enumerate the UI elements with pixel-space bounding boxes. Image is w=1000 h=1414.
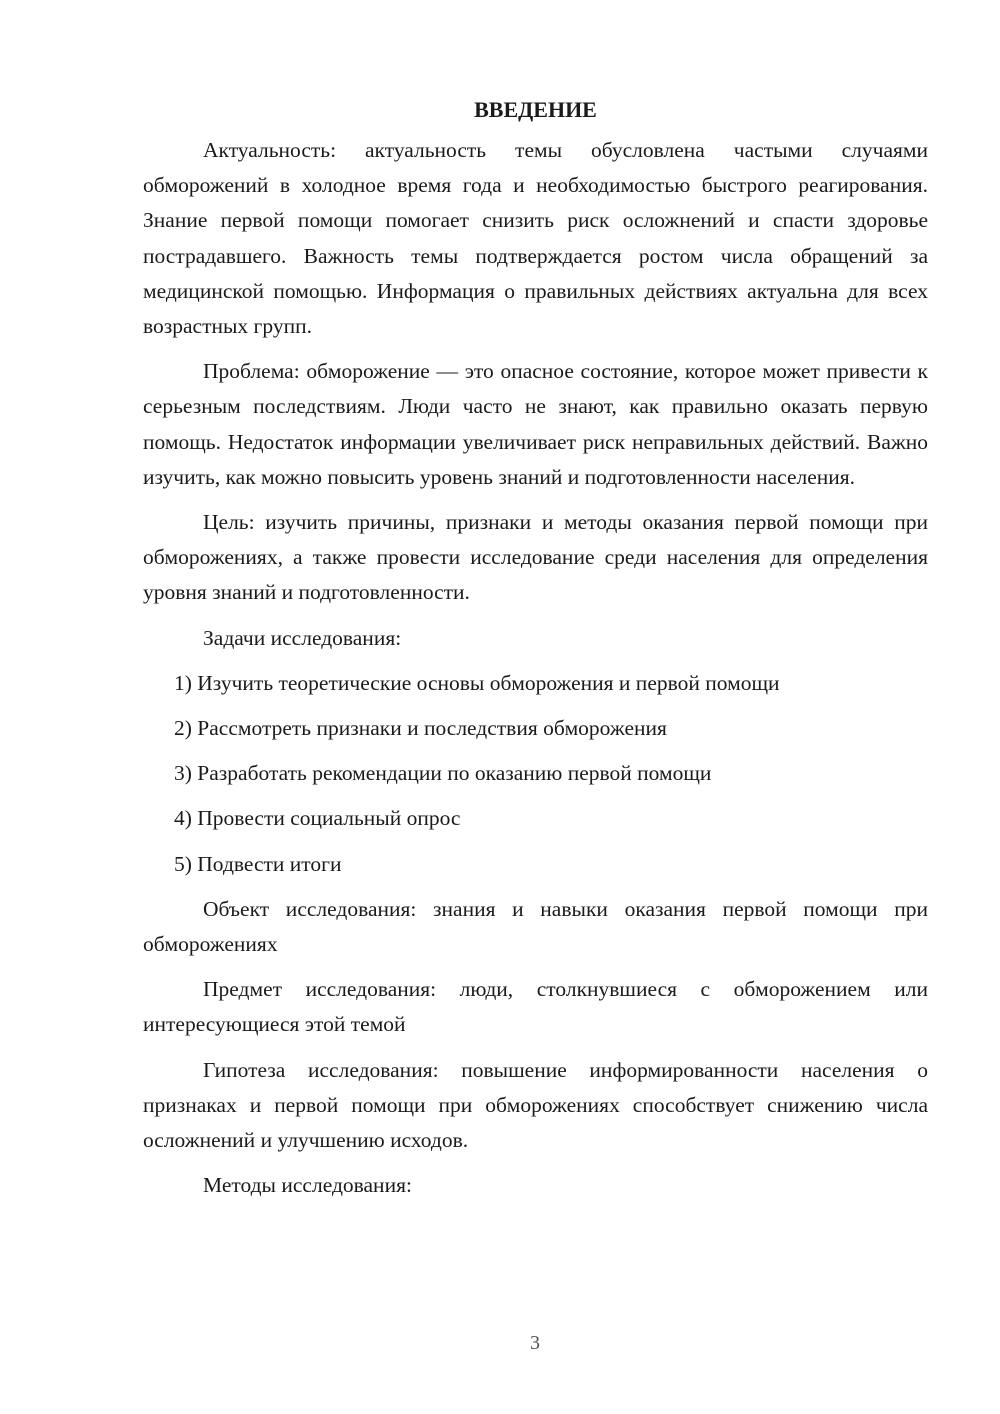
tasks-list (143, 666, 928, 882)
relevance-paragraph: Актуальность: актуальность темы обусловлена частыми случаями обморожений в холодное время года и необходимостью быстрого реагирования. Знание первой помощи помогает снизить риск осложнений и спасти здоровье пострадавшего. Важность темы подтверждается ростом числа обращений за медицинской помощью. Информация о правильных действиях актуальна для всех возрастных групп. (143, 138, 928, 339)
subject-paragraph: Предмет исследования: люди, столкнувшиеся с обморожением или интересующиеся этой темой (143, 977, 928, 1037)
problem-paragraph: Проблема: обморожение — это опасное состояние, которое может привести к серьезным последствиям. Люди часто не знают, как правильно оказать первую помощь. Недостаток информации увеличивает риск неправильных действий. Важно изучить, как можно повысить уровень знаний и подготовленности населения. (143, 359, 928, 489)
goal-paragraph: Цель: изучить причины, признаки и методы оказания первой помощи при обморожениях, а также провести исследование среди населения для определения уровня знаний и подготовленности. (143, 510, 928, 605)
hypothesis-paragraph: Гипотеза исследования: повышение информированности населения о признаках и первой помощи при обморожениях способствует снижению числа осложнений и улучшению исходов. (143, 1057, 928, 1153)
list-item: 3) Разработать рекомендации по оказанию первой помощи (174, 761, 712, 786)
methods-title: Методы исследования: (203, 1173, 412, 1198)
document-page (143, 92, 928, 1213)
tasks-title: Задачи исследования: (203, 625, 402, 650)
list-item: 1) Изучить теоретические основы обморожения и первой помощи (174, 670, 780, 695)
list-item: 2) Рассмотреть признаки и последствия обморожения (174, 716, 667, 741)
list-item: 4) Провести социальный опрос (174, 806, 461, 831)
section-heading: ВВЕДЕНИЕ (474, 97, 597, 122)
page-number: 3 (530, 1332, 540, 1354)
list-item: 5) Подвести итоги (174, 851, 342, 876)
object-paragraph: Объект исследования: знания и навыки оказания первой помощи при обморожениях (143, 896, 928, 957)
